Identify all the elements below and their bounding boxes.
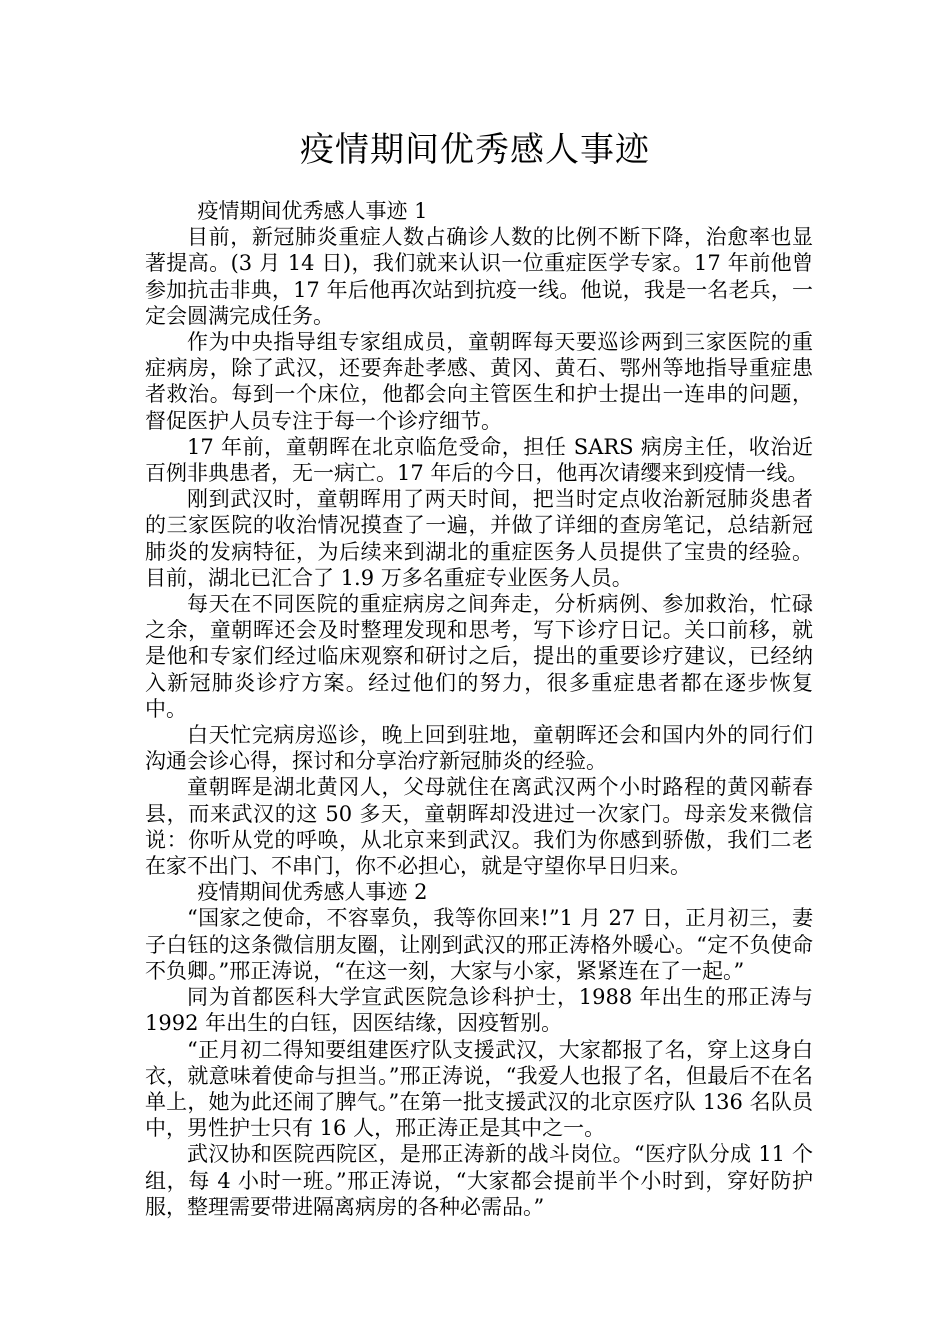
section-heading-2: 疫情期间优秀感人事迹 2 [197,880,428,905]
paragraph: 同为首都医科大学宣武医院急诊科护士，1988 年出生的邢正涛与 1992 年出生的白钰，因医结缘，因疫暂别。 [145,985,813,1036]
paragraph: 目前，新冠肺炎重症人数占确诊人数的比例不断下降，治愈率也显著提高。(3 月 14 日)，我们就来认识一位重症医学专家。17 年前他曾参加抗击非典，17 年后他再次站到抗疫一线。他说，我是一名老兵，一定会圆满完成任务。 [145,225,813,328]
paragraph: 作为中央指导组专家组成员，童朝晖每天要巡诊两到三家医院的重症病房，除了武汉，还要奔赴孝感、黄冈、黄石、鄂州等地指导重症患者救治。每到一个床位，他都会向主管医生和护士提出一连串的问题，督促医护人员专注于每一个诊疗细节。 [145,330,813,433]
paragraph: 每天在不同医院的重症病房之间奔走，分析病例、参加救治，忙碌之余，童朝晖还会及时整理发现和思考，写下诊疗日记。关口前移，就是他和专家们经过临床观察和研讨之后，提出的重要诊疗建议，已经纳入新冠肺炎诊疗方案。经过他们的努力，很多重症患者都在逐步恢复中。 [145,592,813,721]
section-heading-1: 疫情期间优秀感人事迹 1 [197,199,428,223]
document-title: 疫情期间优秀感人事迹 [300,130,650,170]
paragraph: “国家之使命，不容辜负，我等你回来!”1 月 27 日，正月初三，妻子白钰的这条微信朋友圈，让刚到武汉的邢正涛格外暖心。“定不负使命不负卿。”邢正涛说，“在这一刻，大家与小家，紧紧连在了一起。” [145,906,813,983]
paragraph: 白天忙完病房巡诊，晚上回到驻地，童朝晖还会和国内外的同行们沟通会诊心得，探讨和分享治疗新冠肺炎的经验。 [145,723,813,774]
document-body [145,198,813,1220]
paragraph: 17 年前，童朝晖在北京临危受命，担任 SARS 病房主任，收治近百例非典患者，无一病亡。17 年后的今日，他再次请缨来到疫情一线。 [145,434,813,486]
paragraph: 童朝晖是湖北黄冈人，父母就住在离武汉两个小时路程的黄冈蕲春县，而来武汉的这 50 多天，童朝晖却没进过一次家门。母亲发来微信说：你听从党的呼唤，从北京来到武汉。我们为你感到骄傲，我们二老在家不出门、不串门，你不必担心，就是守望你早日归来。 [145,775,813,879]
paragraph: 武汉协和医院西院区，是邢正涛新的战斗岗位。“医疗队分成 11 个组，每 4 小时一班。”邢正涛说，“大家都会提前半个小时到，穿好防护服，整理需要带进隔离病房的各种必需品。” [145,1142,813,1219]
paragraph: “正月初二得知要组建医疗队支援武汉，大家都报了名，穿上这身白衣，就意味着使命与担当。”邢正涛说，“我爱人也报了名，但最后不在名单上，她为此还闹了脾气。”在第一批支援武汉的北京医疗队 136 名队员中，男性护士只有 16 人，邢正涛正是其中之一。 [145,1037,813,1141]
paragraph: 刚到武汉时，童朝晖用了两天时间，把当时定点收治新冠肺炎患者的三家医院的收治情况摸查了一遍，并做了详细的查房笔记，总结新冠肺炎的发病特征，为后续来到湖北的重症医务人员提供了宝贵的经验。目前，湖北已汇合了 1.9 万多名重症专业医务人员。 [145,487,813,590]
